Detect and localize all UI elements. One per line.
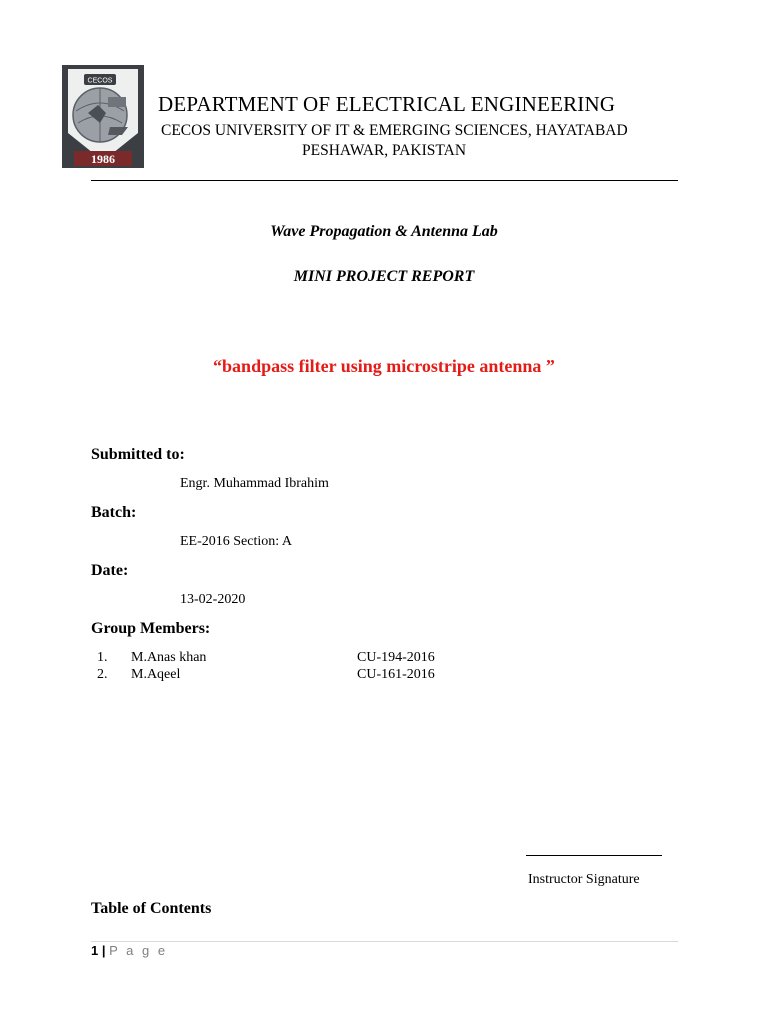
footer-separator: |: [101, 943, 106, 958]
university-line-2: PESHAWAR, PAKISTAN: [301, 142, 467, 159]
toc-heading: Table of Contents: [91, 900, 212, 917]
submitted-to-label: Submitted to:: [91, 446, 185, 463]
page-footer: [91, 943, 168, 958]
date-value: 13-02-2020: [180, 592, 246, 607]
svg-text:CECOS: CECOS: [87, 77, 113, 85]
signature-line: [526, 855, 662, 856]
footer-divider: [91, 941, 678, 942]
project-title: “bandpass filter using microstripe antenna ”: [213, 356, 555, 376]
member-name: M.Aqeel: [131, 667, 181, 682]
member-number: 1.: [97, 650, 108, 665]
report-type: MINI PROJECT REPORT: [293, 268, 475, 285]
page-number: 1: [91, 943, 99, 958]
batch-value: EE-2016 Section: A: [180, 534, 292, 549]
department-heading: DEPARTMENT OF ELECTRICAL ENGINEERING: [158, 92, 616, 116]
header-divider: [91, 180, 678, 181]
member-id: CU-161-2016: [357, 667, 435, 682]
group-members-label: Group Members:: [91, 620, 211, 637]
submitted-to-value: Engr. Muhammad Ibrahim: [180, 476, 329, 491]
member-number: 2.: [97, 667, 108, 682]
university-line-1: CECOS UNIVERSITY OF IT & EMERGING SCIENCES, HAYATABAD: [161, 122, 628, 139]
member-name: M.Anas khan: [131, 650, 207, 665]
page-word: P a g e: [109, 943, 168, 958]
batch-label: Batch:: [91, 504, 137, 521]
member-id: CU-194-2016: [357, 650, 435, 665]
svg-text:1986: 1986: [91, 152, 115, 166]
date-label: Date:: [91, 562, 129, 579]
signature-label: Instructor Signature: [528, 872, 640, 887]
lab-name: Wave Propagation & Antenna Lab: [270, 223, 498, 240]
